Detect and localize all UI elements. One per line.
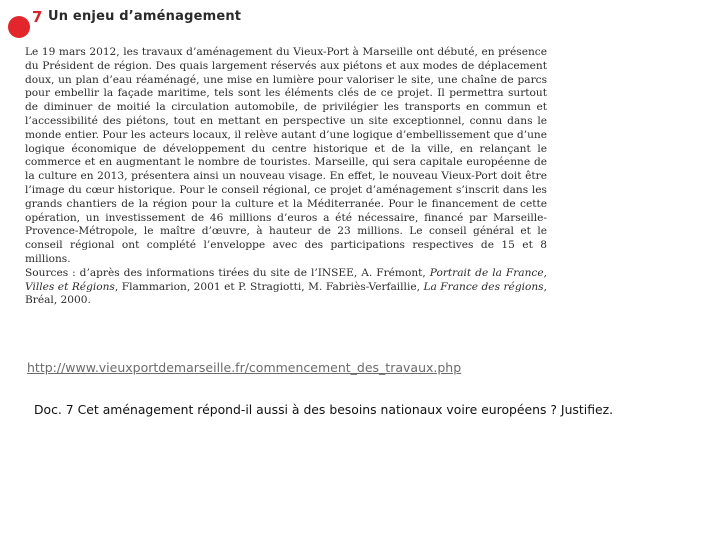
source-middle: , Flammarion, 2001 et P. Stragiotti, M. Fabriès-Verfaillie,	[114, 280, 424, 293]
source-suffix: , Bréal, 2000.	[25, 280, 547, 307]
document-title: Un enjeu d’aménagement	[48, 9, 242, 24]
question-text: Doc. 7 Cet aménagement répond-il aussi à des besoins nationaux voire européens ? Justifiez.	[34, 402, 614, 417]
document-sources	[25, 267, 547, 308]
red-circle-badge-icon	[8, 16, 30, 38]
source-work-2: La France des régions	[423, 280, 544, 293]
document-heading	[8, 8, 242, 30]
document-excerpt	[25, 46, 547, 308]
source-prefix: Sources : d’après des informations tirées du site de l’INSEE, A. Frémont,	[25, 266, 430, 279]
source-work-1: Portrait de la France, Villes et Régions	[25, 266, 548, 293]
document-body: Le 19 mars 2012, les travaux d’aménagement du Vieux-Port à Marseille ont débuté, en présence du Président de région. Des quais largement réservés aux piétons et aux modes de déplacement doux, un plan d’eau réaménagé, une mise en lumière pour valoriser le site, une chaîne de parcs pour embellir la façade maritime, tels sont les éléments clés de ce projet. Il permettra surtout de diminuer de moitié la circulation automobile, de privilégier les transports en commun et l’accessibilité des piétons, tout en mettant en perspective un site exceptionnel, connu dans le monde entier. Pour les acteurs locaux, il relève autant d’une logique d’embellissement que d’une logique économique de développement du centre historique et de la ville, en relançant le commerce et en augmentant le nombre de touristes. Marseille, qui sera capitale européenne de la culture en 2013, présentera ainsi un nouveau visage. En effet, le nouveau Vieux-Port doit être l’image du cœur historique. Pour le conseil régional, ce projet d’aménagement s’inscrit dans les grands chantiers de la région pour la culture et la Méditerranée. Pour le financement de cette opération, un investissement de 46 millions d’euros a été nécessaire, financé par Marseille-Provence-Métropole, le maître d’œuvre, à hauteur de 23 millions. Le conseil général et le conseil régional ont complété l’enveloppe avec des participations respectives de 15 et 8 millions.	[25, 46, 547, 265]
source-link[interactable]: http://www.vieuxportdemarseille.fr/commencement_des_travaux.php	[27, 360, 462, 375]
document-number: 7	[32, 8, 43, 26]
